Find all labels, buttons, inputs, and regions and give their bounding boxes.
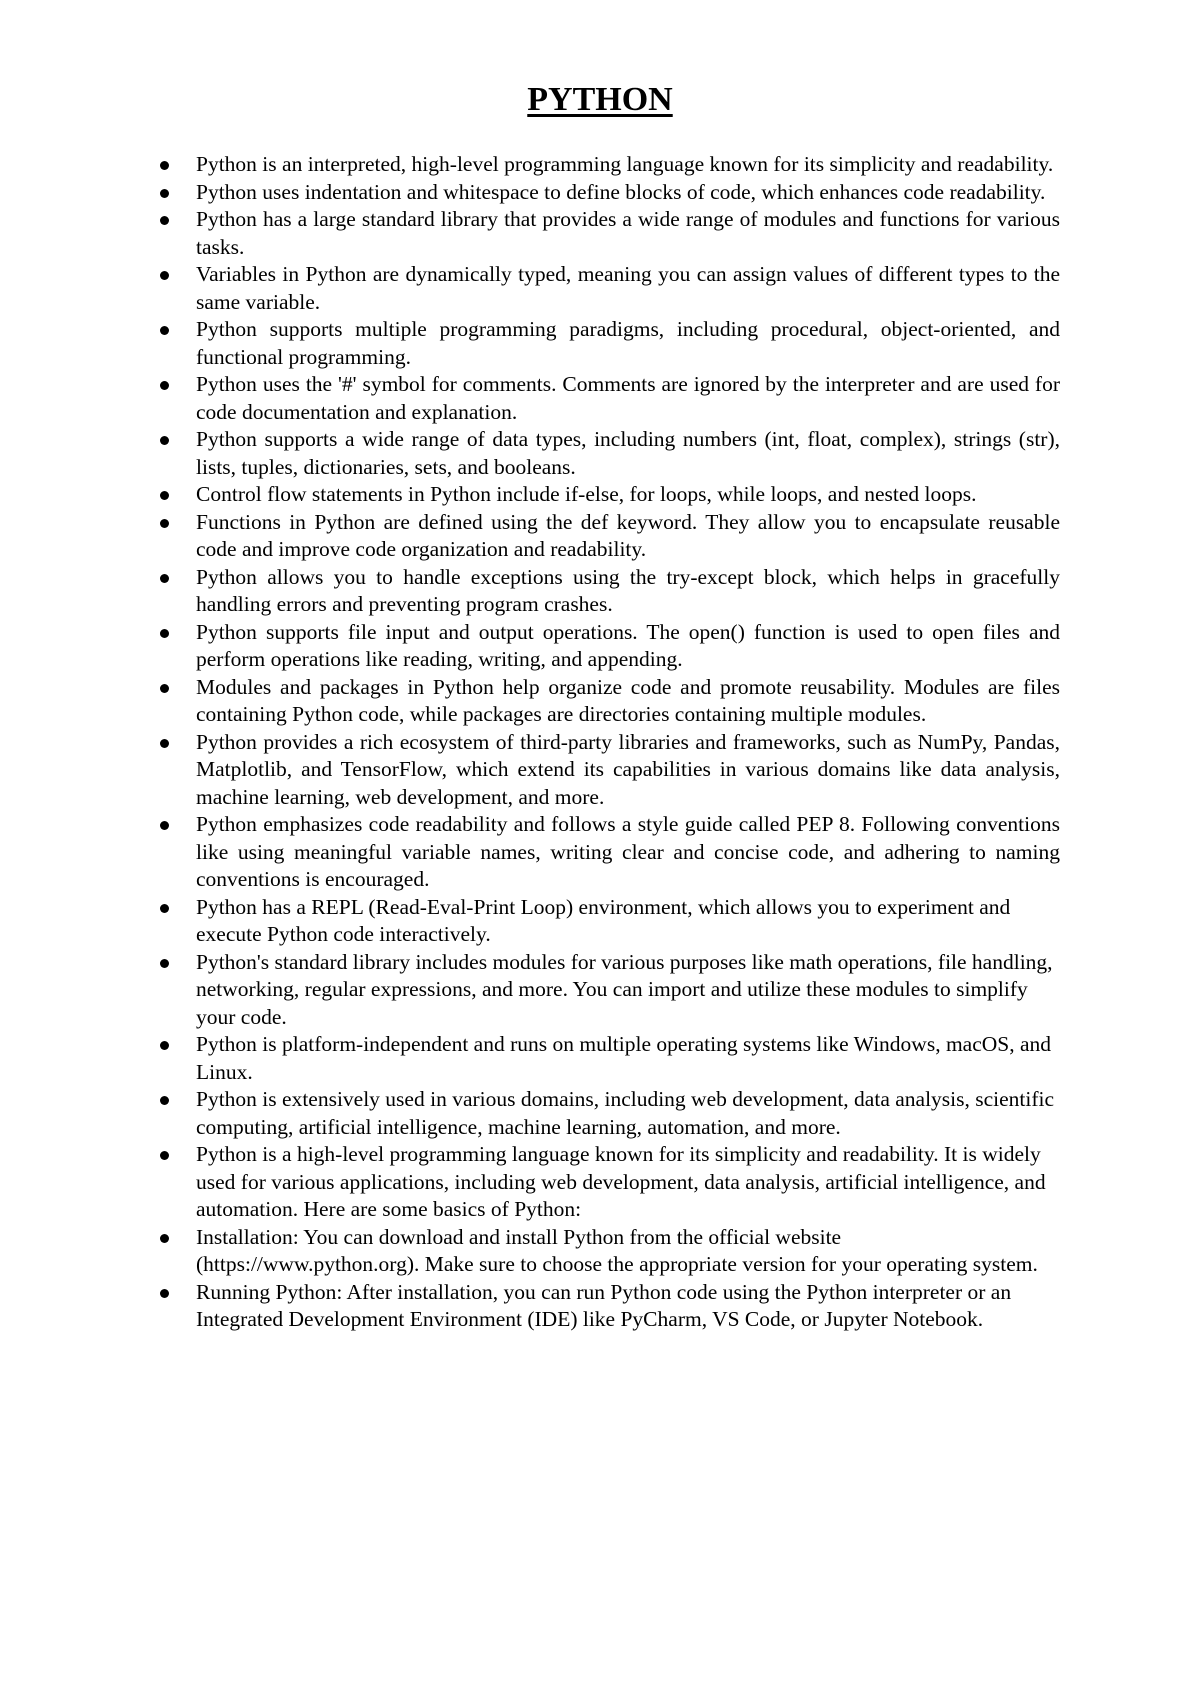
- list-item: [196, 206, 1060, 261]
- list-item-text: Python uses the '#' symbol for comments. Comments are ignored by the interpreter and are used for code documentation and explanation.: [196, 372, 1060, 424]
- bullet-icon: [160, 959, 169, 968]
- bullet-icon: [160, 1096, 169, 1105]
- page-title: PYTHON: [527, 81, 673, 118]
- bullet-icon: [160, 574, 169, 583]
- list-item: [196, 949, 1060, 1032]
- list-item: [196, 1279, 1060, 1334]
- list-item: [196, 179, 1060, 207]
- list-item-text: Modules and packages in Python help organize code and promote reusability. Modules are files containing Python code, while packages are directories containing multiple modules.: [196, 674, 1060, 726]
- list-item: [196, 1141, 1060, 1224]
- bullet-icon: [160, 821, 169, 830]
- bullet-icon: [160, 326, 169, 335]
- list-item-text: Python is platform-independent and runs on multiple operating systems like Windows, macOS, and Linux.: [196, 1032, 1052, 1084]
- list-item-text: Python emphasizes code readability and follows a style guide called PEP 8. Following conventions like using meaningful variable names, writing clear and concise code, and adhering to naming conventions is encouraged.: [196, 812, 1060, 891]
- list-item-text: Python has a REPL (Read-Eval-Print Loop) environment, which allows you to experiment and execute Python code interactively.: [196, 894, 1011, 946]
- bullet-icon: [160, 629, 169, 638]
- list-item: [196, 729, 1060, 812]
- list-item: [196, 811, 1060, 894]
- list-item: [196, 1031, 1060, 1086]
- bullet-icon: [160, 519, 169, 528]
- list-item-text: Python has a large standard library that provides a wide range of modules and functions for various tasks.: [196, 207, 1060, 259]
- list-item-text: Python is an interpreted, high-level programming language known for its simplicity and readability.: [196, 152, 1054, 176]
- list-item: [196, 619, 1060, 674]
- bullet-icon: [160, 491, 169, 500]
- list-item-text: Python is extensively used in various domains, including web development, data analysis, scientific computing, artificial intelligence, machine learning, automation, and more.: [196, 1087, 1055, 1139]
- list-item-text: Python supports a wide range of data types, including numbers (int, float, complex), strings (str), lists, tuples, dictionaries, sets, and booleans.: [196, 427, 1060, 479]
- bullet-icon: [160, 904, 169, 913]
- bullet-icon: [160, 684, 169, 693]
- list-item-text: Python's standard library includes modules for various purposes like math operations, file handling, networking, regular expressions, and more. You can import and utilize these modules to simplify your code.: [196, 949, 1053, 1029]
- bullet-icon: [160, 739, 169, 748]
- list-item: [196, 1086, 1060, 1141]
- list-item-text: Running Python: After installation, you can run Python code using the Python interpreter or an Integrated Development Environment (IDE) like PyCharm, VS Code, or Jupyter Notebook.: [196, 1279, 1012, 1331]
- bullet-icon: [160, 1041, 169, 1050]
- bullet-list: [196, 151, 1060, 1334]
- list-item-text: Installation: You can download and install Python from the official website (https://www.python.org). Make sure to choose the appropriate version for your operating system.: [196, 1224, 1038, 1276]
- list-item-text: Python allows you to handle exceptions using the try-except block, which helps in gracefully handling errors and preventing program crashes.: [196, 564, 1060, 616]
- list-item-text: Python is a high-level programming language known for its simplicity and readability. It is widely used for various applications, including web development, data analysis, artificial intelligence, and automation. Here are some basics of Python:: [196, 1142, 1046, 1221]
- list-item: [196, 509, 1060, 564]
- list-item-text: Python provides a rich ecosystem of third-party libraries and frameworks, such as NumPy, Pandas, Matplotlib, and TensorFlow, which extend its capabilities in various domains like data analysis, machine learning, web development, and more.: [196, 729, 1060, 809]
- list-item-text: Python supports multiple programming paradigms, including procedural, object-oriented, and functional programming.: [196, 317, 1060, 369]
- list-item: [196, 1224, 1060, 1279]
- list-item-text: Python uses indentation and whitespace to define blocks of code, which enhances code readability.: [196, 179, 1046, 204]
- bullet-icon: [160, 271, 169, 280]
- list-item: [196, 481, 1060, 509]
- list-item: [196, 151, 1060, 179]
- list-item: [196, 261, 1060, 316]
- list-item: [196, 371, 1060, 426]
- list-item-text: Python supports file input and output operations. The open() function is used to open files and perform operations like reading, writing, and appending.: [196, 619, 1060, 671]
- list-item-text: Variables in Python are dynamically typed, meaning you can assign values of different types to the same variable.: [196, 262, 1060, 314]
- list-item-text: Functions in Python are defined using the def keyword. They allow you to encapsulate reusable code and improve code organization and readability.: [196, 509, 1060, 561]
- list-item: [196, 316, 1060, 371]
- bullet-icon: [160, 1289, 169, 1298]
- list-item: [196, 426, 1060, 481]
- list-item: [196, 894, 1060, 949]
- list-item: [196, 674, 1060, 729]
- list-item-text: Control flow statements in Python include if-else, for loops, while loops, and nested loops.: [196, 482, 977, 506]
- bullet-icon: [160, 189, 169, 198]
- bullet-icon: [160, 1151, 169, 1160]
- bullet-icon: [160, 161, 169, 170]
- list-item: [196, 564, 1060, 619]
- bullet-icon: [160, 216, 169, 225]
- bullet-icon: [160, 436, 169, 445]
- bullet-icon: [160, 381, 169, 390]
- bullet-icon: [160, 1234, 169, 1243]
